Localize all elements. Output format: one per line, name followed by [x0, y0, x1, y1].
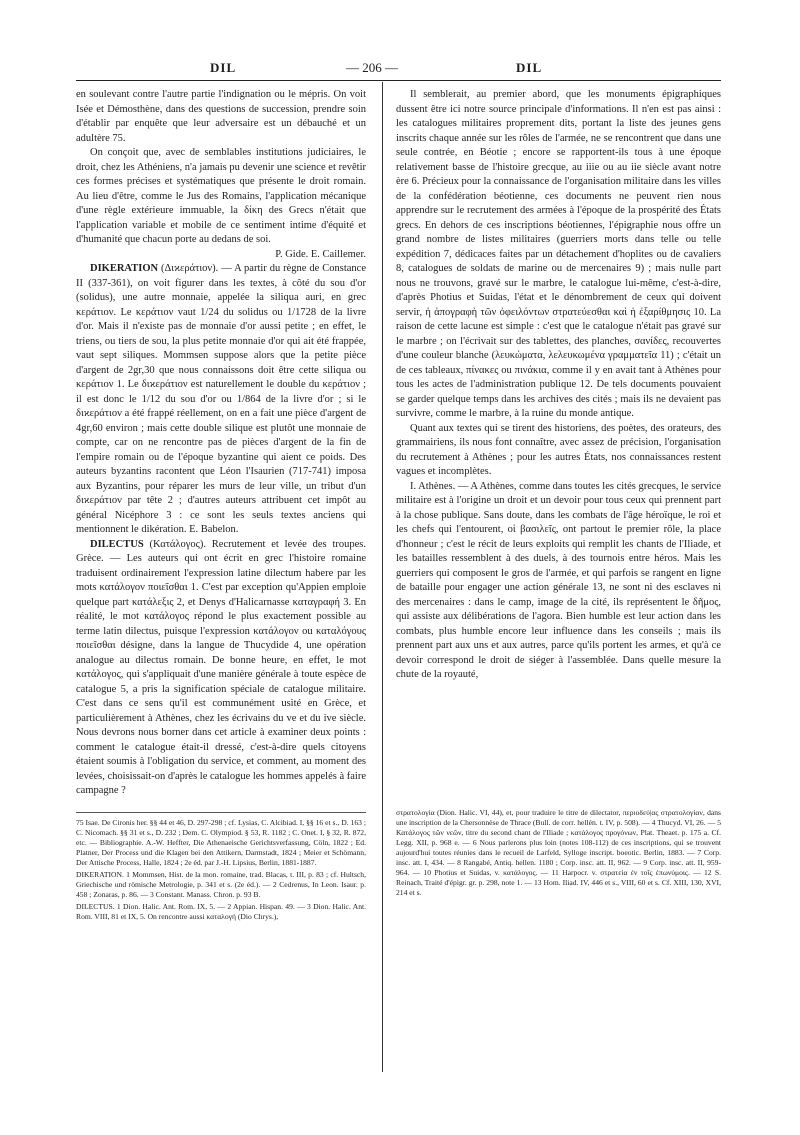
paragraph: I. Athènes. — A Athènes, comme dans toutes les cités grecques, le service militaire est à l'origine un droit et un devoir pour tous ceux qui prennent part à la chose publique. Sans doute, dans les combats de l'âge héroïque, le roi et les chefs qui l'entourent, οἱ βασιλεῖς, ont partout le premier rôle, la place d'honneur ; c'est le récit de leurs exploits qui remplit les chants de l'Iliade, et les batailles ressemblent à des duels, à des tournois entre héros. Mais les guerriers qui composent le gros de l'armée, et qui parfois se rangent en ligne de bataille pour engager une action générale 13, ne sont ni des esclaves ni des mercenaires : dans le camp, image de la cité, ils représentent le δῆμος, qui assiste aux délibérations de l'agora. Bien humble est leur action dans les combats, plus humble encore leur influence dans les conseils ; mais ils prennent part aux uns et aux autres, parce qu'ils portent les armes, et qu'à ce devoir correspond le droit de siéger à l'assemblée. Dans quelle mesure la chute de la royauté,: [396, 480, 721, 680]
page-header: [76, 60, 721, 80]
column-divider: [382, 82, 383, 1072]
entry-body: Recrutement et levée des troupes. Grèce. — Les auteurs qui ont écrit en grec l'histoire romaine traduisent ordinairement l'expression latine dilectum habere par les mots κατάλογον ποιεῖσθαι 1. C'est par exception qu'Appien emploie quelque part κατάλεξις 2, et Denys d'Halicarnasse καταγραφή 3. En réalité, le mot κατάλογος répond le plus exactement possible au terme latin dilectus, puisque l'expression κατάλογον ou καταλόγους ποιεῖσθαι désigne, dans la langue de Thucydide 4, une opération analogue au dilectus romain. De bonne heure, en effet, le mot κατάλογος, qui s'appliquait d'une manière générale à toute espèce de catalogue 5, a pris la signification spéciale de catalogue militaire. C'est dans ce sens qu'il est communément usité en Grèce, et particulièrement à Athènes, chez les écrivains du ve et du ive siècle. Nous devrons nous borner dans cet article à examiner deux points : comment le catalogue était-il dressé, c'est-à-dire quels citoyens étaient soumis à l'obligation du service, et comment, au moment des levées, choisissait-on d'après le catalogue les hommes appelés à faire campagne ?: [76, 538, 366, 796]
paragraph: en soulevant contre l'autre partie l'indignation ou le mépris. On voit Isée et Démosthène, dans des questions de succession, prendre soin d'établir par enquête que leur adversaire est un débauché et un adultère 75.: [76, 89, 366, 144]
running-head-right: DIL: [516, 60, 543, 75]
footnote: DILECTUS. 1 Dion. Halic. Ant. Rom. IX, 5. — 2 Appian. Hispan. 49. — 3 Dion. Halic. Ant. Rom. VIII, 81 et IX, 5. On rencontre aussi καταλογή (Dio Chrys.),: [76, 902, 366, 921]
entry-greek: (Διϰεράτιον).: [161, 263, 219, 274]
footnote: DIKERATION. 1 Mommsen, Hist. de la mon. romaine, trad. Blacas, t. III, p. 83 ; cf. Hultsch, Griechische und römische Metrologie, p. 341 et s. (2e éd.). — 2 Cedrenus, In Leon. Isaur. p. 458 ; Zonaras, p. 86. — 3 Constant. Manass. Chron. p. 93 B.: [76, 870, 366, 899]
entry-dilectus: [76, 538, 366, 799]
author-signature: P. Gide. E. Caillemer.: [275, 248, 366, 260]
entry-dikeration: [76, 262, 366, 538]
footnote-rule: [76, 812, 366, 813]
footnotes-left: [76, 818, 366, 1078]
paragraph: Quant aux textes qui se tirent des historiens, des poètes, des orateurs, des grammairiens, ils nous font connaître, avec assez de précision, l'organisation du recrutement à Athènes ; pour les autres États, nos connaissances restent vagues et incomplètes.: [396, 422, 721, 477]
entry-body: — A partir du règne de Constance II (337-361), on voit figurer dans les textes, à côté du sou d'or (solidus), une autre monnaie, appelée la siliqua auri, en grec κεράτιον. Le κεράτιον vaut 1/24 du solidus ou 1/1728 de la livre d'or. Mais il n'existe pas de monnaie d'or aussi petite ; en effet, le triens, ou tiers de sou, la plus petite monnaie d'or qui ait été frappée, vaut sept siliques. Mommsen suppose alors que la petite pièce d'argent de 2gr,30 que nous connaissons doit être cette siliqua ou κεράτιον 1. Le διϰεράτιον est naturellement le double du κεράτιον ; il est donc le 1/12 du sou d'or ou 1/864 de la livre d'or ; si le διϰεράτιον a été frappé réellement, on en a fait une pièce d'argent de 4gr,60 environ ; mais cette double silique est plutôt une monnaie de compte, car on ne rencontre pas de pièces d'argent de la fin de l'empire romain ou de l'époque byzantine qui aient ce poids. Des auteurs byzantins racontent que Léon l'Isaurien (717-741) imposa aux Byzantins, pour réparer les murs de leur ville, un tribut d'un διϰεράτιον par tête 2 ; d'autres auteurs attribuent cet impôt au général Nicéphore 3 : ce sont les seuls textes anciens qui mentionnent le dikération.: [76, 263, 366, 535]
entry-title: DIKERATION: [90, 263, 159, 274]
entry-title: DILECTUS: [90, 538, 144, 550]
page-number: — 206 —: [346, 60, 398, 75]
entry-signature: E. Babelon.: [189, 524, 239, 535]
footnote: 75 Isae. De Cironis her. §§ 44 et 46, D. 297-298 ; cf. Lysias, C. Alcibiad. I, §§ 16 et s., D. 163 ; C. Nicomach. §§ 31 et s., D. 232 ; Dem. C. Olympiod. § 53, R. 1182 ; C. Onet. I, § 32, R. 872, etc. — Bibliographie. A.-W. Heffter, Die Athenaeische Gerichtsverfassung, Cöln, 1822 ; Ed. Platner, Der Process und die Klagen bei den Attikern, Darmstadt, 1824 ; Meier et Schömann, Der Attische Process, Halle, 1824 ; 2e éd. par J.-H. Lipsius, Berlin, 1881-1887.: [76, 818, 366, 867]
entry-greek: (Κατάλογος).: [149, 538, 206, 550]
paragraph: Il semblerait, au premier abord, que les monuments épigraphiques dussent être ici notre source principale d'informations. Il n'en est pas ainsi : les catalogues militaires proprement dits, portant la liste des jeunes gens inscrits chaque année sur les rôles de l'armée, ne se rencontrent que dans une seule contrée, en Béotie ; encore se rapportent-ils tous à une époque relativement basse de l'histoire grecque, au iiie ou au iie siècle avant notre ère 6. Précieux pour la connaissance de l'organisation militaire dans les villes de la confédération béotienne, ces documents ne peuvent rien nous apprendre sur le recrutement des armées à l'époque de la prospérité des États grecs. En dehors de ces inscriptions béotiennes, l'épigraphie nous offre un grand nombre de listes militaires (guerriers morts dans telle ou telle expédition 7, dédicaces faites par un détachement d'hoplites ou de cavaliers 8, catalogues de soldats de marine ou de mercenaires 9) ; mais nulle part nous ne trouvons, gravé sur le marbre, le catalogue lui-même, c'est-à-dire, d'après Photius et Suidas, l'état et le dénombrement de ceux qui doivent servir, ἡ ἀπογραφὴ τῶν ὀφειλόντων στρατεύεσθαι καὶ ἡ ἐξαρίθμησις 10. La raison de cette lacune est simple : c'est que le catalogue n'était pas gravé sur le marbre ; on l'écrivait sur des tablettes, des planches, σανίδες, recouvertes d'une couleur blanche (λευκώματα, λελευκωμένα γραμματεῖα 11) ; c'était un de ces tableaux, πίνακες ou πινάκια, comme il y en avait tant à Athènes pour tous les actes de l'administration publique 12. De tels documents pouvaient se garder quelque temps dans les archives des cités ; mais ils ne devaient pas survivre, comme le marbre, à la ruine du monde antique.: [396, 89, 721, 419]
left-column: [76, 88, 366, 808]
footnote: στρατολογία (Dion. Halic. VI, 44), et, pour traduire le titre de dilectator, περιοδεύ|ας στρατολογίαν, dans une inscription de la Chersonnèse de Thrace (Bull. de corr. hellén. t. IV, p. 508). — 4 Thucyd. VI, 26. — 5 Κατάλογος τῶν νεῶν, titre du second chant de l'Iliade ; κατάλογος προγόνων, Plat. Theaet. p. 175 a. Cf. Legg. XII, p. 968 e. — 6 Nous parlerons plus loin (notes 108-112) de ces inscriptions, qui se trouvent aujourd'hui toutes réunies dans le recueil de Larfeld, Sylloge inscript. boeotic. Berlin, 1883. — 7 Corp. insc. att. I, 434. — 8 Rangabé, Antiq. hellen. 1180 ; Corp. insc. att. II, 962. — 9 Corp. insc. att. II, 959-964. — 10 Photius et Suidas, v. κατάλογος. — 11 Harpocr. v. στρατεία ἐν τοῖς ἐπωνύμοις. — 12 S. Reinach, Traité d'épigr. gr. p. 298, note 1. — 13 Hom. Iliad. IV, 446 et s., VIII, 60 et s. Cf. XIII, 130, XVI, 214 et s.: [396, 808, 721, 897]
header-rule: [76, 80, 721, 81]
paragraph: On conçoit que, avec de semblables institutions judiciaires, le droit, chez les Athéniens, n'a jamais pu devenir une science et revêtir ces formes précises et systématiques que présente le droit romain. Au lieu d'être, comme le Jus des Romains, l'application mécanique d'une règle extérieure immuable, la δίκη des Grecs n'était que l'application variable et mobile de ce sentiment intime d'équité et d'humanité que chacun porte au dedans de soi.: [76, 147, 366, 245]
running-head-left: DIL: [210, 60, 237, 75]
footnotes-right: [396, 808, 721, 958]
